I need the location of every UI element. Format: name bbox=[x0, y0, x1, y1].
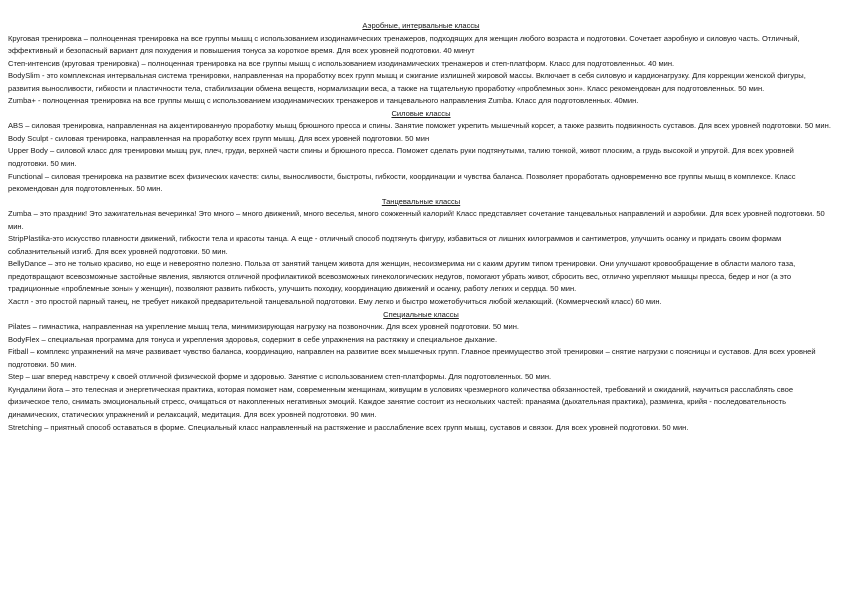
class-description: Zumba+ - полноценная тренировка на все группы мышц с использованием изодинамических тренажеров и танцевального направления Zumba. Класс для подготовленных. 40мин. bbox=[8, 96, 639, 106]
section-dance bbox=[8, 196, 834, 309]
class-description: StripPlastika-это искусство плавности движений, гибкости тела и красоты танца. А еще - отличный способ подтянуть фигуру, избавиться от лишних килограммов и сантиметров, улучшить осанку и придать своим формам соблазнительный изгиб. Для всех уровней подготовки. 50 мин. bbox=[8, 234, 782, 256]
section-title: Силовые классы bbox=[391, 108, 451, 118]
class-description: BodySlim - это комплексная интервальная система тренировки, направленная на проработку всех групп мышц и сжигание излишней жировой массы. Включает в себя силовую и кардионагрузку. Для коррекции женской фигуры, развития выносливости, гибкости и пластичности тела, стабилизации обмена веществ, нормализации веса, а также на тщательную проработку «проблемных зон». Класс рекомендован для подготовленных. 50 мин. bbox=[8, 71, 806, 93]
class-description: Stretching – приятный способ оставаться в форме. Специальный класс направленный на растяжение и расслабление всех групп мышц, суставов и связок. Для всех уровней подготовки. 50 мин. bbox=[8, 422, 689, 432]
section-title: Аэробные, интервальные классы bbox=[362, 21, 480, 30]
class-description: Body Sculpt - силовая тренировка, направленная на проработку всех групп мышц. Для всех уровней подготовки. 50 мин bbox=[8, 133, 430, 143]
class-description: Functional – силовая тренировка на развитие всех физических качеств: силы, выносливости, быстроты, гибкости, координации и чувства баланса. Позволяет проработать одновременно все группы мышц в комплексе. Класс рекомендован для подготовленных. 50 мин. bbox=[8, 171, 796, 194]
section-strength bbox=[8, 108, 834, 196]
section-title: Специальные классы bbox=[383, 309, 459, 319]
section-title: Танцевальные классы bbox=[381, 196, 461, 206]
class-description: Круговая тренировка – полноценная тренировка на все группы мышц с использованием изодинамических тренажеров, подходящих для женщин любого возраста и подготовки. Сочетает аэробную и силовую часть. Отличный, эффективный и безопасный вариант для похудения и повышения тонуса за короткое время. Для всех уровней подготовки. 40 минут bbox=[8, 33, 800, 56]
class-description: Степ-интенсив (круговая тренировка) – полноценная тренировка на все группы мышц с использованием изодинамических тренажеров и степ-платформ. Класс для подготовленных. 40 мин. bbox=[8, 58, 675, 68]
class-description: Upper Body – силовой класс для тренировки мышц рук, плеч, груди, верхней части спины и брюшного пресса. Поможет сделать руки подтянутыми, талию тонкой, живот плоским, а грудь высокой и упругой. Для всех уровней подготовки. 50 мин. bbox=[8, 146, 794, 169]
section-special bbox=[8, 309, 834, 434]
class-description: BodyFlex – специальная программа для тонуса и укрепления здоровья, содержит в себе упражнения на растяжку и специальное дыхание. bbox=[8, 334, 498, 344]
class-description: Кундалини йога – это телесная и энергетическая практика, которая поможет нам, современным женщинам, живущим в условиях чрезмерного количества обязанностей, требований и ожиданий, научиться расслаблять свое физическое тело, снимать эмоциональный стресс, очищаться от накопленных негативных эмоций. Каждое занятие состоит из нескольких частей: пранаяма (дыхательная практика), разминка, крийя - последовательность динамических, статических упражнений и релаксаций, медитация. Для всех уровней подготовки. 90 мин. bbox=[8, 384, 794, 419]
class-description: Zumba – это праздник! Это зажигательная вечеринка! Это много – много движений, много веселья, много сожженный калорий! Класс представляет сочетание танцевальных направлений и аэробики. Для всех уровней подготовки. 50 мин. bbox=[8, 209, 825, 231]
class-description: Pilates – гимнастика, направленная на укрепление мышц тела, минимизирующая нагрузку на позвоночник. Для всех уровней подготовки. 50 мин. bbox=[8, 322, 519, 332]
class-description: Step – шаг вперед навстречу к своей отличной физической форме и здоровью. Занятие с использованием степ-платформы. Для подготовленных. 50 мин. bbox=[8, 372, 552, 382]
section-aerobic bbox=[8, 20, 834, 108]
class-description: Fitball – комплекс упражнений на мяче развивает чувство баланса, координацию, направлен на развитие всех мышечных групп. Главное преимущество этой тренировки – снятие нагрузки с поясницы и суставов. Для всех уровней подготовки. 50 мин. bbox=[8, 347, 816, 369]
class-description: Хастл - это простой парный танец, не требует никакой предварительной танцевальной подготовки. Ему легко и быстро можетобучиться любой желающий. (Коммерческий класс) 60 мин. bbox=[8, 297, 662, 307]
class-description: BellyDance – это не только красиво, но еще и невероятно полезно. Польза от занятий танцем живота для женщин, несоизмерима ни с каким другим типом тренировки. Они улучшают кровообращение в области малого таза, предотвращают всевозможные застойные явления, являются отличной профилактикой всевозможных гинекологических недугов, помогают убрать живот, сбросить вес, отлично укрепляют мышцы пресса, бедер и ног (а это традиционные «проблемные зоны» у женщин), позволяют развить гибкость, улучшить походку, координацию движений и осанку, работу легких и сердца. 50 мин. bbox=[8, 259, 796, 294]
class-description: ABS – силовая тренировка, направленная на акцентированную проработку мышц брюшного пресса и спины. Занятие поможет укрепить мышечный корсет, а также развить подвижность суставов. Для всех уровней подготовки. 50 мин. bbox=[8, 121, 831, 131]
